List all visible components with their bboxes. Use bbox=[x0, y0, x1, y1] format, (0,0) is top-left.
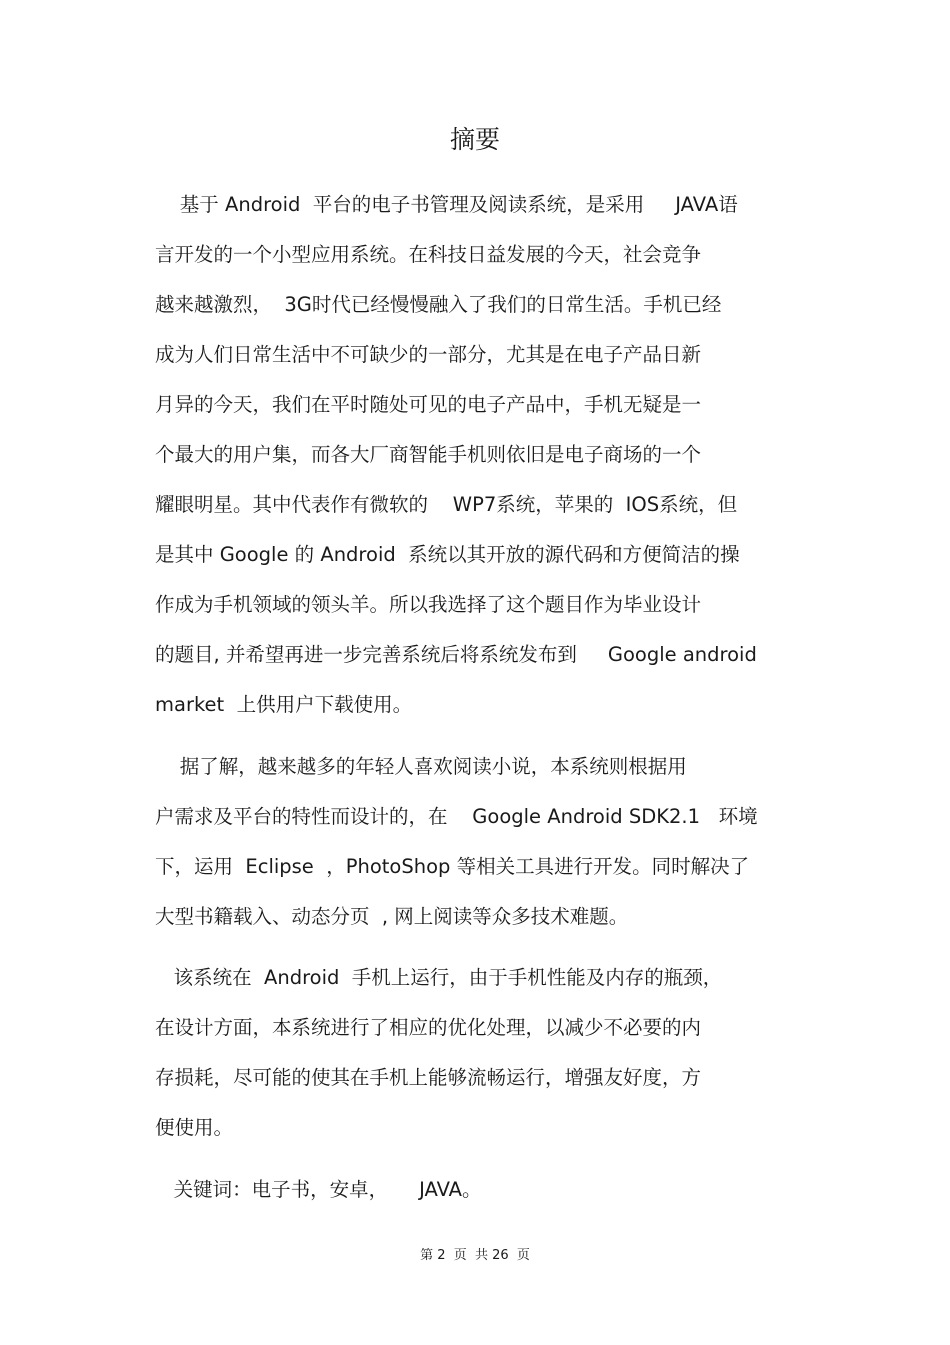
abstract-line: market 上供用户下载使用。 bbox=[155, 693, 413, 716]
abstract-line: 的题目, 并希望再进一步完善系统后将系统发布到 Google android bbox=[155, 643, 757, 666]
abstract-line: 据了解，越来越多的年轻人喜欢阅读小说，本系统则根据用 bbox=[155, 755, 687, 778]
abstract-line: 作成为手机领域的领头羊。所以我选择了这个题目作为毕业设计 bbox=[155, 593, 702, 616]
abstract-line: 便使用。 bbox=[155, 1116, 234, 1139]
abstract-line: 是其中 Google 的 Android 系统以其开放的源代码和方便简洁的操 bbox=[155, 543, 740, 566]
abstract-line: 存损耗，尽可能的使其在手机上能够流畅运行，增强友好度，方 bbox=[155, 1066, 702, 1089]
abstract-line: 成为人们日常生活中不可缺少的一部分，尤其是在电子产品日新 bbox=[155, 343, 702, 366]
abstract-line: 该系统在 Android 手机上运行，由于手机性能及内存的瓶颈， bbox=[155, 966, 723, 989]
abstract-line: 言开发的一个小型应用系统。在科技日益发展的今天，社会竞争 bbox=[155, 243, 702, 266]
page-title: 摘要 bbox=[449, 125, 500, 154]
abstract-line: 在设计方面，本系统进行了相应的优化处理，以减少不必要的内 bbox=[155, 1016, 702, 1039]
keywords-line: 关键词：电子书，安卓， JAVA。 bbox=[155, 1178, 482, 1201]
abstract-line: 个最大的用户集，而各大厂商智能手机则依旧是电子商场的一个 bbox=[155, 443, 702, 466]
abstract-line: 大型书籍载入、动态分页 , 网上阅读等众多技术难题。 bbox=[155, 905, 629, 928]
abstract-line: 耀眼明星。其中代表作有微软的 WP7系统，苹果的 IOS系统，但 bbox=[155, 493, 738, 516]
page-number-footer: 第 2 页 共 26 页 bbox=[420, 1248, 530, 1263]
abstract-line: 户需求及平台的特性而设计的，在 Google Android SDK2.1 环境 bbox=[155, 805, 758, 828]
abstract-line: 越来越激烈， 3G时代已经慢慢融入了我们的日常生活。手机已经 bbox=[155, 293, 722, 316]
abstract-line: 基于 Android 平台的电子书管理及阅读系统，是采用 JAVA语 bbox=[155, 193, 738, 216]
abstract-line: 月异的今天，我们在平时随处可见的电子产品中，手机无疑是一 bbox=[155, 393, 702, 416]
abstract-line: 下，运用 Eclipse ，PhotoShop 等相关工具进行开发。同时解决了 bbox=[155, 855, 750, 878]
